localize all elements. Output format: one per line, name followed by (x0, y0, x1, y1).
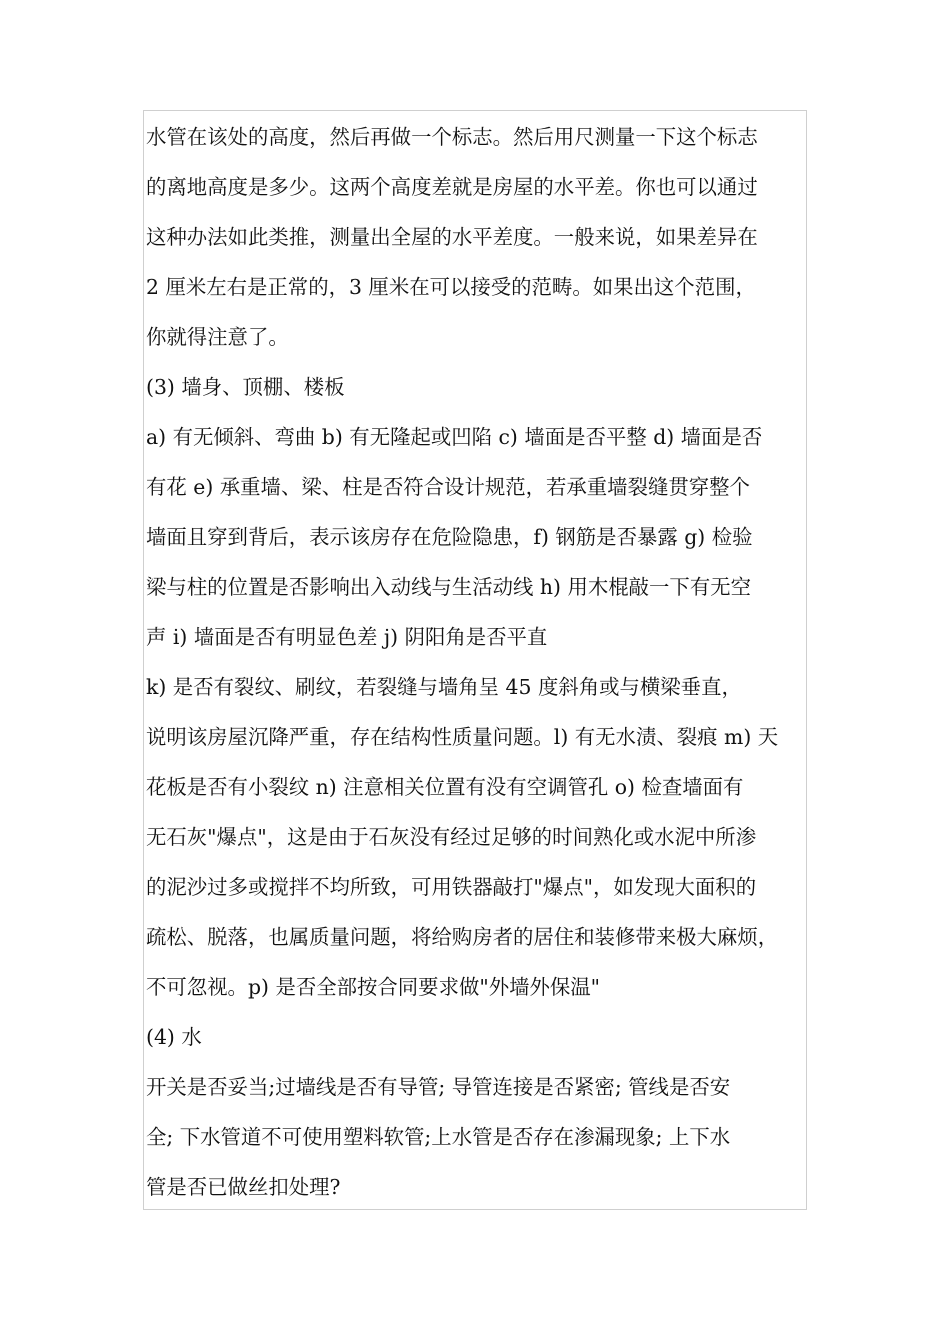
text-line: 梁与柱的位置是否影响出入动线与生活动线 h) 用木棍敲一下有无空 (146, 575, 751, 599)
section-heading: (3) 墙身、顶棚、楼板 (146, 375, 345, 399)
text-line: k) 是否有裂纹、刷纹，若裂缝与墙角呈 45 度斜角或与横梁垂直， (146, 675, 742, 699)
text-line: 的泥沙过多或搅拌不均所致，可用铁器敲打"爆点"，如发现大面积的 (146, 875, 757, 899)
text-line: 疏松、脱落，也属质量问题，将给购房者的居住和装修带来极大麻烦， (146, 925, 779, 949)
text-line: a) 有无倾斜、弯曲 b) 有无隆起或凹陷 c) 墙面是否平整 d) 墙面是否 (146, 425, 763, 449)
text-line: 你就得注意了。 (146, 325, 289, 349)
text-line: 全; 下水管道不可使用塑料软管;上水管是否存在渗漏现象; 上下水 (146, 1125, 731, 1149)
text-line: 墙面且穿到背后，表示该房存在危险隐患，f) 钢筋是否暴露 g) 检验 (146, 525, 753, 549)
text-line: 说明该房屋沉降严重，存在结构性质量问题。l) 有无水渍、裂痕 m) 天 (146, 725, 779, 749)
text-line: 无石灰"爆点"，这是由于石灰没有经过足够的时间熟化或水泥中所渗 (146, 825, 757, 849)
text-frame (143, 110, 807, 1210)
text-line: 管是否已做丝扣处理? (146, 1175, 341, 1199)
text-line: 有花 e) 承重墙、梁、柱是否符合设计规范，若承重墙裂缝贯穿整个 (146, 475, 750, 499)
text-line: 这种办法如此类推，测量出全屋的水平差度。一般来说，如果差异在 (146, 225, 758, 249)
text-line: 开关是否妥当;过墙线是否有导管; 导管连接是否紧密; 管线是否安 (146, 1075, 731, 1099)
text-line: 不可忽视。p) 是否全部按合同要求做"外墙外保温" (146, 975, 601, 999)
text-line: 2 厘米左右是正常的，3 厘米在可以接受的范畴。如果出这个范围， (146, 275, 756, 299)
text-line: 水管在该处的高度，然后再做一个标志。然后用尺测量一下这个标志 (146, 125, 758, 149)
section-heading: (4) 水 (146, 1025, 202, 1049)
text-line: 的离地高度是多少。这两个高度差就是房屋的水平差。你也可以通过 (146, 175, 758, 199)
text-line: 声 i) 墙面是否有明显色差 j) 阴阳角是否平直 (146, 625, 548, 649)
text-line: 花板是否有小裂纹 n) 注意相关位置有没有空调管孔 o) 检查墙面有 (146, 775, 744, 799)
